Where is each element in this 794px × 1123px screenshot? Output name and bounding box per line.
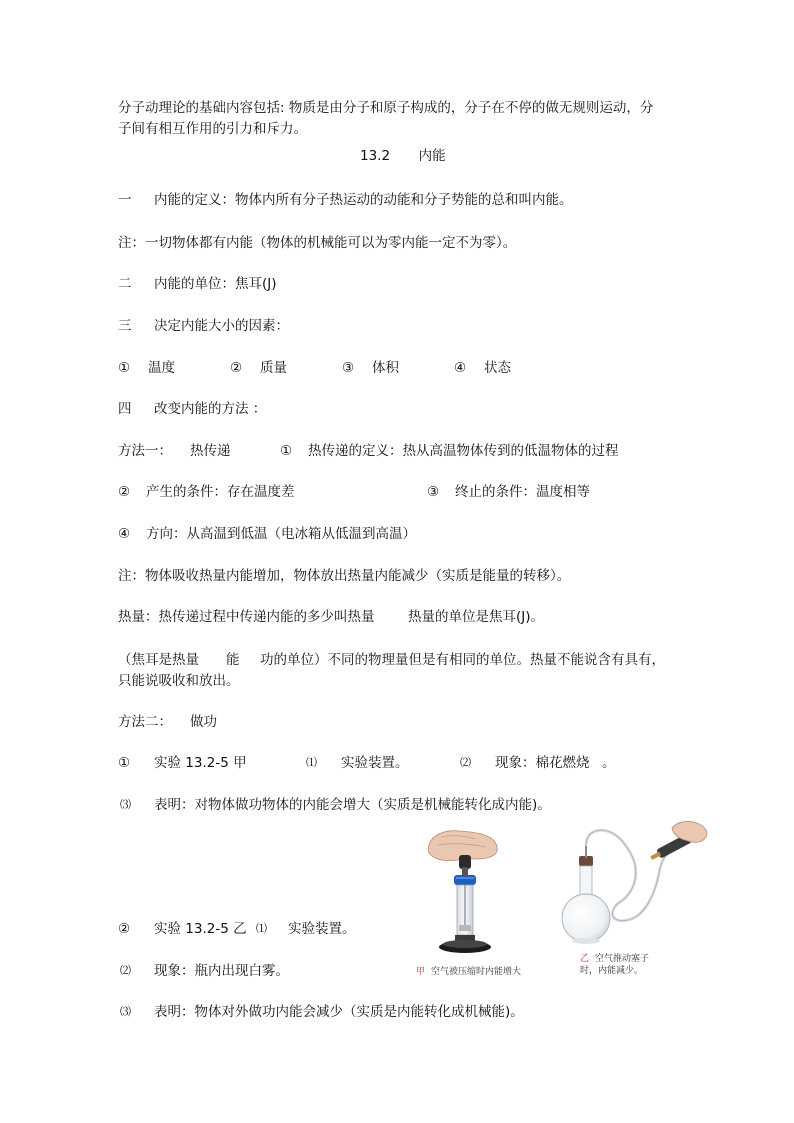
definition-text: 内能的定义：物体内所有分子热运动的动能和分子势能的总和叫内能。 [154,192,573,208]
section-title [360,147,446,165]
dir-text: 方向：从高温到低温（电冰箱从低温到高温） [146,526,416,542]
figure-caption-b [580,953,649,977]
exp1-sub2-end: 。 [602,755,616,771]
factor-mass: 质量 [260,360,287,376]
factors-text: 决定内能大小的因素： [154,318,289,334]
method1-def-marker: ① [280,443,293,459]
factor-marker-3: ③ [342,360,355,376]
intro-line-1: 分子动理论的基础内容包括: 物质是由分子和原子构成的，分子在不停的做无规则运动，分 [118,100,654,116]
factor-list [118,359,538,377]
exp2-sub2-text: 现象：瓶内出现白雾。 [154,963,289,979]
dir-marker: ④ [118,526,131,542]
heat-unit: 热量的单位是焦耳(J)。 [408,609,545,625]
factor-volume: 体积 [372,360,399,376]
exp1-marker: ① [118,755,131,771]
joule-line-1 [118,651,688,669]
exp2-sub1-marker: ⑴ [256,922,267,935]
unit-line [118,275,418,293]
figure-caption-a-text: 空气被压缩时内能增大 [431,967,522,977]
method1-direction [118,525,518,543]
method1-label: 方法一： [118,443,172,459]
figure-fire-syringe [415,825,535,960]
joule-seg-1: （焦耳是热量 [118,652,199,668]
exp1-sub2-marker: ⑵ [460,756,471,769]
exp1-conclusion [118,796,638,814]
exp2-sub1-text: 实验装置。 [288,921,356,937]
end-text: 终止的条件：温度相等 [455,484,590,500]
exp1-sub2-text: 现象：棉花燃烧 [495,755,590,771]
method1-line [118,442,658,460]
unit-text: 内能的单位：焦耳(J) [154,276,277,292]
exp2-title: 实验 13.2-5 乙 [154,921,247,937]
factor-temperature: 温度 [148,360,175,376]
definition-line [118,191,678,209]
factor-marker-1: ① [118,360,131,376]
exp1-line [118,754,638,772]
method1-conditions [118,483,618,501]
figure-tag-a: 甲 [416,967,426,977]
exp2-marker: ② [118,921,131,937]
figure-tag-b: 乙 [580,954,590,964]
figure-caption-b-line-2: 时，内能减少。 [580,966,644,976]
exp2-conclusion [118,1003,638,1021]
change-line [118,400,418,418]
heading-marker-4: 四 [118,401,132,417]
cond-text: 产生的条件：存在温度差 [146,484,295,500]
factor-marker-2: ② [230,360,243,376]
joule-seg-3: 功的单位）不同的物理量但是有相同的单位。热量不能说含有具有， [260,652,665,668]
fire-syringe-illustration [415,825,535,960]
heading-marker-3: 三 [118,318,132,334]
method2-label: 方法二： [118,714,172,730]
factor-marker-4: ④ [454,360,467,376]
method1-name: 热传递 [190,443,231,459]
figure-caption-a [416,966,521,978]
exp2-line [118,920,378,938]
exp1-sub3-text: 表明：对物体做功物体的内能会增大（实质是机械能转化成内能)。 [154,797,551,813]
note-all-objects: 注：一切物体都有内能（物体的机械能可以为零内能一定不为零）。 [118,235,517,251]
factor-state: 状态 [484,360,511,376]
section-number: 13.2 [360,148,391,164]
figure-caption-b-line-1: 空气推动塞子 [595,954,650,964]
note-heat-transfer: 注：物体吸收热量内能增加，物体放出热量内能减少（实质是能量的转移）。 [118,568,571,584]
joule-seg-2: 能 [226,652,240,668]
joule-line-2: 只能说吸收和放出。 [118,673,240,689]
method1-definition: 热传递的定义：热从高温物体传到的低温物体的过程 [308,443,619,459]
exp1-title: 实验 13.2-5 甲 [154,755,247,771]
exp1-sub1-text: 实验装置。 [341,755,409,771]
method2-name: 做功 [190,714,217,730]
cond-marker: ② [118,484,131,500]
factors-line [118,317,418,335]
heading-marker-1: 一 [118,192,132,208]
intro-line-2: 子间有相互作用的引力和斥力。 [118,121,307,137]
heat-definition: 热量：热传递过程中传递内能的多少叫热量 [118,609,375,625]
method2-line [118,713,318,731]
section-name: 内能 [418,148,446,164]
end-marker: ③ [427,484,440,500]
heading-marker-2: 二 [118,276,132,292]
exp2-phenomenon [118,962,378,980]
exp2-sub3-text: 表明：物体对外做功内能会减少（实质是内能转化成机械能)。 [154,1004,524,1020]
change-text: 改变内能的方法 ： [154,401,267,417]
flask-pump-illustration [560,820,710,950]
figure-flask-pump [560,820,710,950]
exp2-sub2-marker: ⑵ [120,964,131,977]
exp1-sub3-marker: ⑶ [120,798,131,811]
exp1-sub1-marker: ⑴ [306,756,317,769]
heat-line [118,608,618,626]
exp2-sub3-marker: ⑶ [120,1005,131,1018]
